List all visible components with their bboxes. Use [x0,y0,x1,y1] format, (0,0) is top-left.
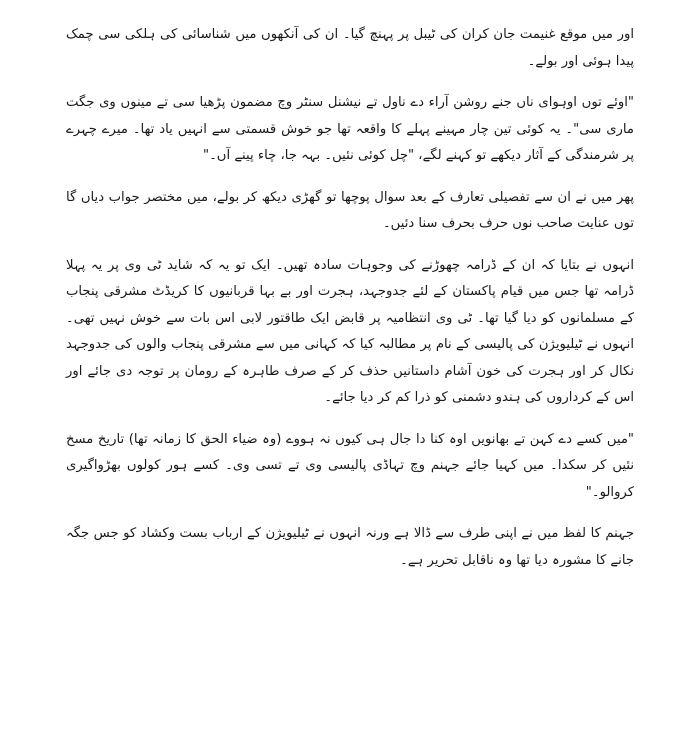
paragraph-2: "اوئے توں اوہوای ناں جنے روشن آراء دے ناول تے نیشنل سنٹر وچ مضمون پڑھیا سی تے مینوں وی جگت ماری سی"۔ یہ کوئی تین چار مہینے پہلے کا واقعہ تھا جو خوش قسمتی سے انہیں یاد تھا۔ میرے چہرے پر شرمندگی کے آثار دیکھے تو کہنے لگے، "چل کوئی نئیں۔ بہہ جا، چاء پینے آں۔" [66,95,634,163]
article-body [66,22,634,589]
paragraph-6: جہنم کا لفظ میں نے اپنی طرف سے ڈالا ہے ورنہ انہوں نے ٹیلیویژن کے ارباب بست وکشاد کو جس جگہ جانے کا مشورہ دیا تھا وہ ناقابل تحریر ہے۔ [66,526,634,568]
paragraph-5: "میں کسے دے کہن تے بھانویں اوہ کنا دا جال ہی کیوں نہ ہووے (وہ ضیاء الحق کا زمانہ تھا) تاریخ مسخ نئیں کر سکدا۔ میں کہیا جائے جہنم وچ تہاڈی پالیسی وی تے تسی وی۔ کسے ہور کولوں بھڑواگیری کروالو۔" [66,431,634,500]
paragraph-1: اور میں موقع غنیمت جان کران کی ٹیبل پر پہنچ گیا۔ ان کی آنکھوں میں شناسائی کی ہلکی سی چمک پیدا ہوئی اور بولے۔ [66,27,634,69]
paragraph-3: پھر میں نے ان سے تفصیلی تعارف کے بعد سوال پوچھا تو گھڑی دیکھ کر بولے، میں مختصر جواب دیاں گا توں عنایت صاحب نوں حرف بحرف سنا دئیں۔ [66,189,634,231]
paragraph-4: انہوں نے بتایا کہ ان کے ڈرامہ چھوڑنے کی وجوہات سادہ تھیں۔ ایک تو یہ کہ شاید ٹی وی پر یہ پہلا ڈرامہ تھا جس میں قیام پاکستان کے لئے جدوجہد، ہجرت اور بے بہا قربانیوں کا کریڈٹ مشرقی پنجاب کے مسلمانوں کو دیا گیا تھا۔ ٹی وی انتظامیہ پر قابض ایک طاقتور لابی اس بات سے خوش نہیں تھی۔ انہوں نے ٹیلیویژن کی پالیسی کے نام پر مطالبہ کیا کہ کہانی میں سے مشرقی پنجاب والوں کی جدوجہد نکال کر اور ہجرت کی خون آشام داستانیں حذف کر کے صرف طاہرہ کے رومان پر توجہ دی جائے اور اس کے کرداروں کی ہندو دشمنی کو ذرا کم کر دیا جائے۔ [66,257,634,405]
